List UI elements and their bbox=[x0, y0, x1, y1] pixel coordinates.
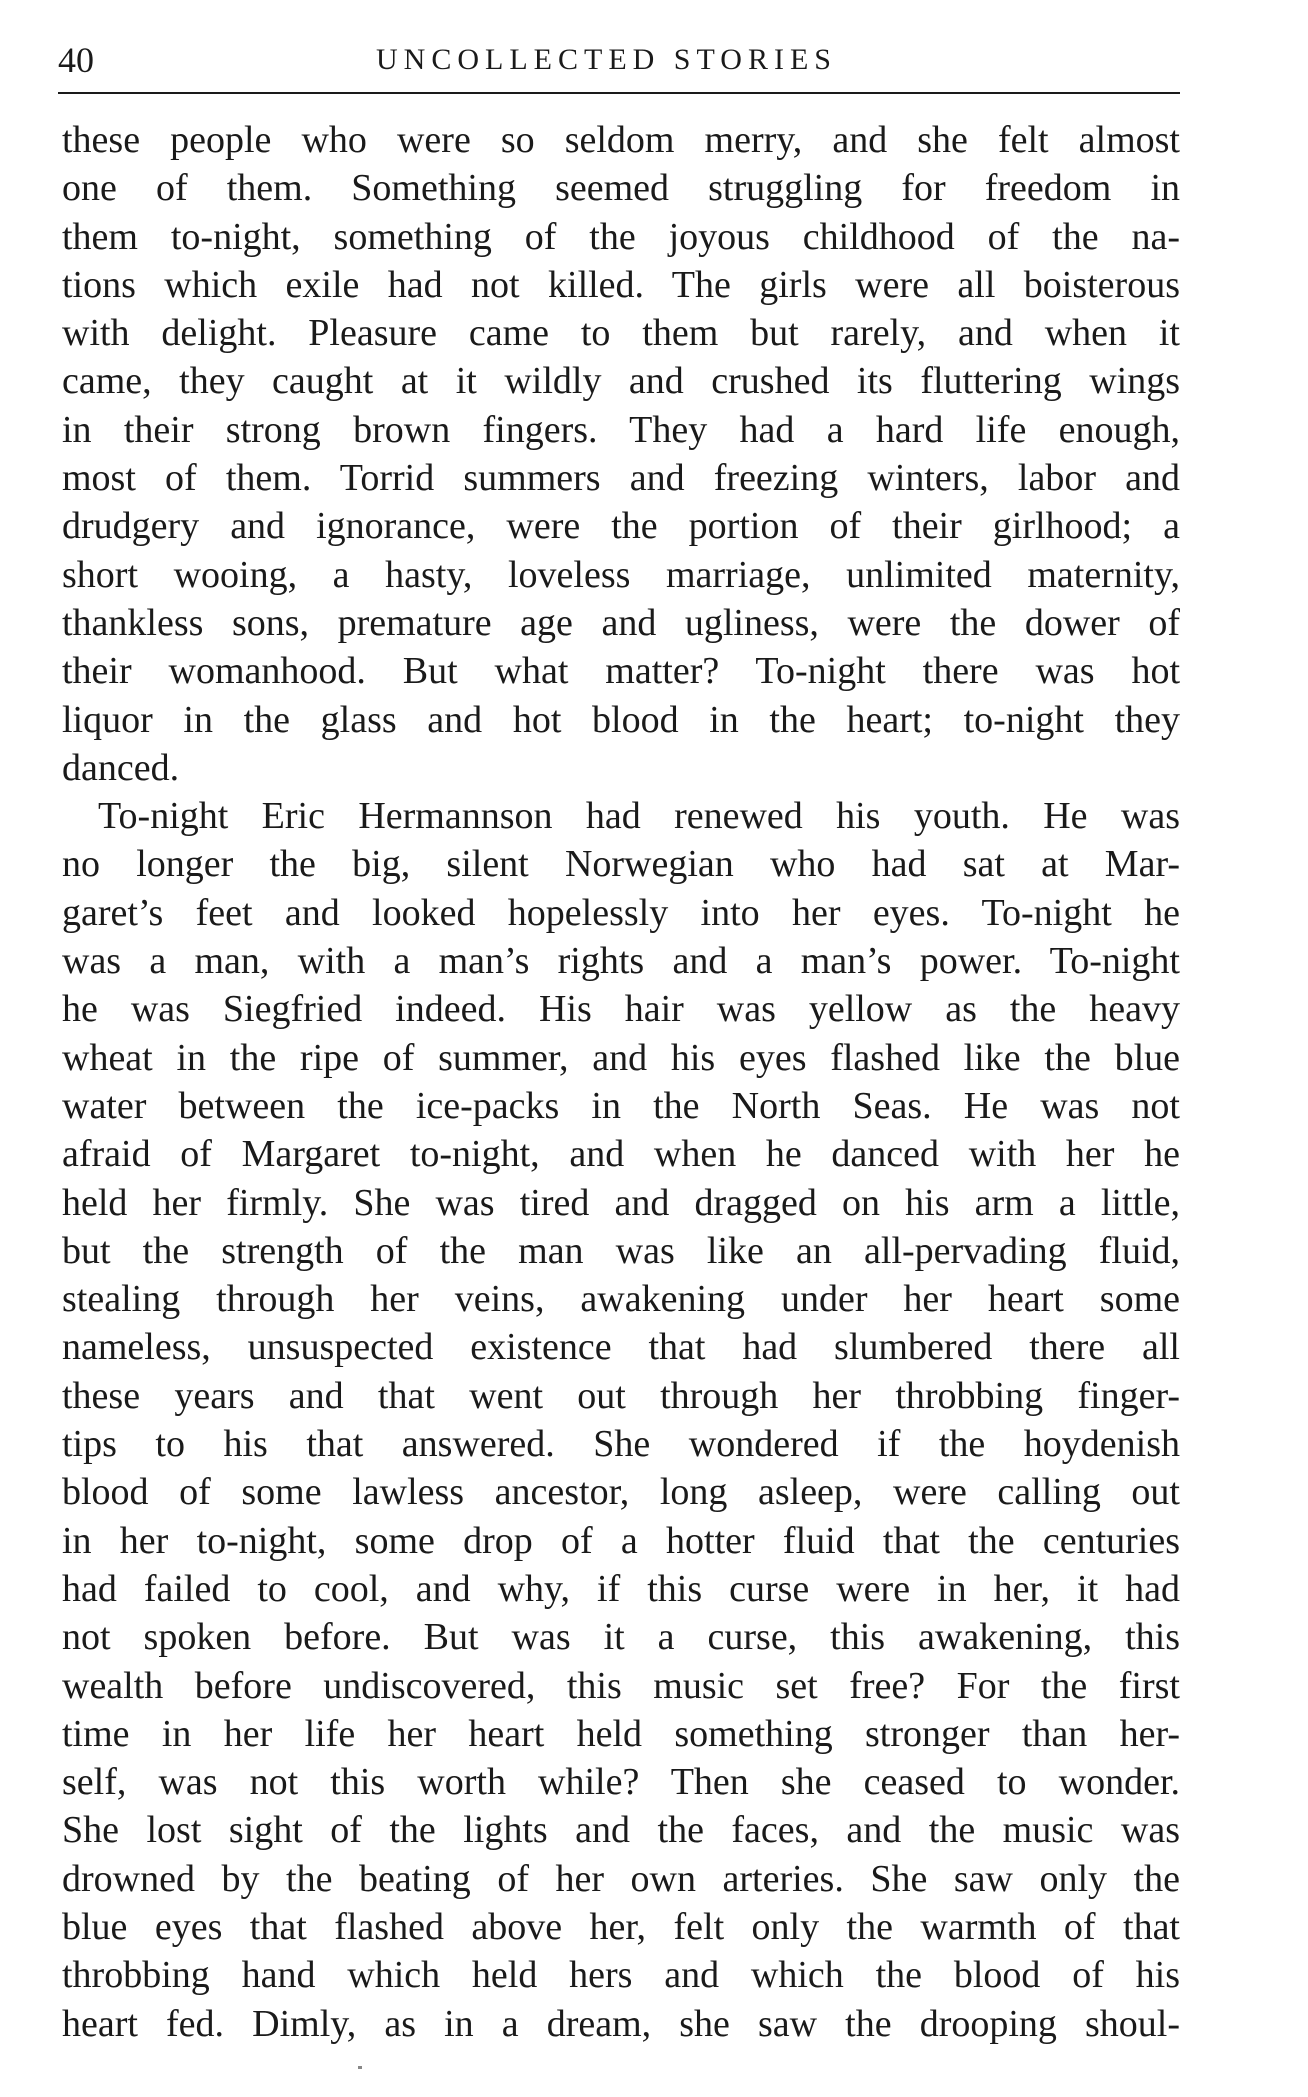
text-line: their womanhood. But what matter? To-night there was hot bbox=[62, 650, 1180, 693]
text-line: tips to his that answered. She wondered if the hoydenish bbox=[62, 1423, 1180, 1466]
text-line: these years and that went out through her throbbing finger- bbox=[62, 1374, 1180, 1417]
text-line: tions which exile had not killed. The girls were all boisterous bbox=[62, 263, 1180, 306]
text-line: them to-night, something of the joyous childhood of the na- bbox=[62, 215, 1180, 258]
text-line: blue eyes that flashed above her, felt only the warmth of that bbox=[62, 1905, 1180, 1948]
text-line: most of them. Torrid summers and freezing winters, labor and bbox=[62, 457, 1180, 500]
header-rule bbox=[58, 92, 1180, 94]
text-line: water between the ice-packs in the North Seas. He was not bbox=[62, 1084, 1180, 1127]
text-line: danced. bbox=[62, 746, 180, 789]
page-header bbox=[58, 38, 1180, 98]
text-line: heart fed. Dimly, as in a dream, she saw the drooping shoul- bbox=[62, 2002, 1180, 2045]
text-line: thankless sons, premature age and ugliness, were the dower of bbox=[62, 601, 1180, 644]
page-number: 40 bbox=[58, 40, 94, 80]
text-line: not spoken before. But was it a curse, this awakening, this bbox=[62, 1616, 1180, 1659]
footer-mark bbox=[358, 2066, 362, 2069]
text-line: nameless, unsuspected existence that had slumbered there all bbox=[62, 1326, 1180, 1369]
text-line: no longer the big, silent Norwegian who had sat at Mar- bbox=[62, 843, 1180, 886]
running-head: UNCOLLECTED STORIES bbox=[376, 43, 837, 76]
text-line: wheat in the ripe of summer, and his eyes flashed like the blue bbox=[62, 1036, 1180, 1079]
text-line: held her firmly. She was tired and dragged on his arm a little, bbox=[62, 1181, 1180, 1224]
text-line: time in her life her heart held something stronger than her- bbox=[62, 1712, 1180, 1755]
text-line: blood of some lawless ancestor, long asleep, were calling out bbox=[62, 1471, 1180, 1514]
text-line: these people who were so seldom merry, and she felt almost bbox=[62, 119, 1180, 161]
text-line: in their strong brown fingers. They had a hard life enough, bbox=[62, 408, 1180, 451]
text-line: one of them. Something seemed struggling for freedom in bbox=[62, 167, 1180, 210]
text-line: garet’s feet and looked hopelessly into her eyes. To-night he bbox=[62, 891, 1180, 934]
text-line: in her to-night, some drop of a hotter fluid that the centuries bbox=[62, 1519, 1180, 1562]
body-text bbox=[62, 116, 1180, 2048]
text-line: liquor in the glass and hot blood in the heart; to-night they bbox=[62, 698, 1180, 741]
text-line: he was Siegfried indeed. His hair was yellow as the heavy bbox=[62, 988, 1180, 1031]
text-line: but the strength of the man was like an all-pervading fluid, bbox=[62, 1229, 1180, 1272]
text-line: was a man, with a man’s rights and a man’s power. To-night bbox=[62, 940, 1180, 983]
text-line: drowned by the beating of her own arteries. She saw only the bbox=[62, 1857, 1180, 1900]
text-line: had failed to cool, and why, if this curse were in her, it had bbox=[62, 1567, 1180, 1610]
text-line: with delight. Pleasure came to them but rarely, and when it bbox=[62, 312, 1180, 355]
text-line: To-night Eric Hermannson had renewed his youth. He was bbox=[98, 795, 1180, 838]
text-line: self, was not this worth while? Then she ceased to wonder. bbox=[62, 1761, 1180, 1804]
text-line: came, they caught at it wildly and crushed its fluttering wings bbox=[62, 360, 1180, 403]
text-line: stealing through her veins, awakening under her heart some bbox=[62, 1278, 1180, 1321]
paragraph bbox=[62, 116, 1180, 792]
text-line: short wooing, a hasty, loveless marriage, unlimited maternity, bbox=[62, 553, 1180, 596]
text-line: afraid of Margaret to-night, and when he danced with her he bbox=[62, 1133, 1180, 1176]
text-line: drudgery and ignorance, were the portion of their girlhood; a bbox=[62, 505, 1180, 548]
text-line: She lost sight of the lights and the faces, and the music was bbox=[62, 1809, 1180, 1852]
text-line: throbbing hand which held hers and which the blood of his bbox=[62, 1954, 1180, 1997]
paragraph bbox=[62, 792, 1180, 2048]
text-line: wealth before undiscovered, this music set free? For the first bbox=[62, 1664, 1180, 1707]
